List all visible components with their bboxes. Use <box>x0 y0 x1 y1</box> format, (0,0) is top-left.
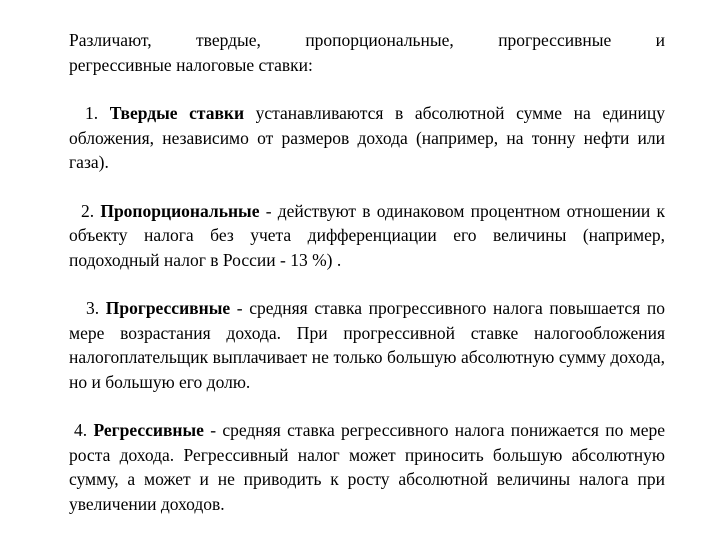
item-number-2: 2. <box>81 200 95 221</box>
intro-line-2: регрессивные налоговые ставки: <box>69 54 313 75</box>
item-number-4: 4. <box>74 420 88 440</box>
item-term-3: Прогрессивные <box>105 298 231 318</box>
item-term-2: Пропорциональные <box>100 200 260 221</box>
item-paragraph-2 <box>69 199 665 273</box>
intro-line-1: Различают, твердые, пропорциональные, прогрессивные и <box>69 30 665 50</box>
item-paragraph-1 <box>69 101 665 175</box>
item-number-1: 1. <box>85 103 99 123</box>
item-text-3: - средняя ставка прогрессивного налога повышается по мере возрастания дохода. При прогрессивной ставке налогообложения налогоплательщик выплачивает не только большую абсолютную сумму дохода, но и большую его долю. <box>69 298 666 392</box>
document-body <box>69 28 665 516</box>
item-paragraph-3 <box>69 296 665 394</box>
item-term-1: Твердые ставки <box>109 103 245 123</box>
item-term-4: Регрессивные <box>93 420 204 440</box>
item-text-1: устанавливаются в абсолютной сумме на единицу обложения, независимо от размеров дохода (например, на тонну нефти или газа). <box>69 103 666 172</box>
item-text-2: - действуют в одинаковом процентном отношении к объекту налога без учета дифференциации его величины (например, подоходный налог в России - 13 %) . <box>69 200 665 270</box>
intro-paragraph <box>69 28 665 77</box>
item-text-4: - средняя ставка регрессивного налога понижается по мере роста дохода. Регрессивный налог может приносить большую абсолютную сумму, а может и не приводить к росту абсолютной величины налога при увеличении доходов. <box>69 420 666 514</box>
item-paragraph-4 <box>69 418 665 516</box>
item-number-3: 3. <box>86 298 100 318</box>
